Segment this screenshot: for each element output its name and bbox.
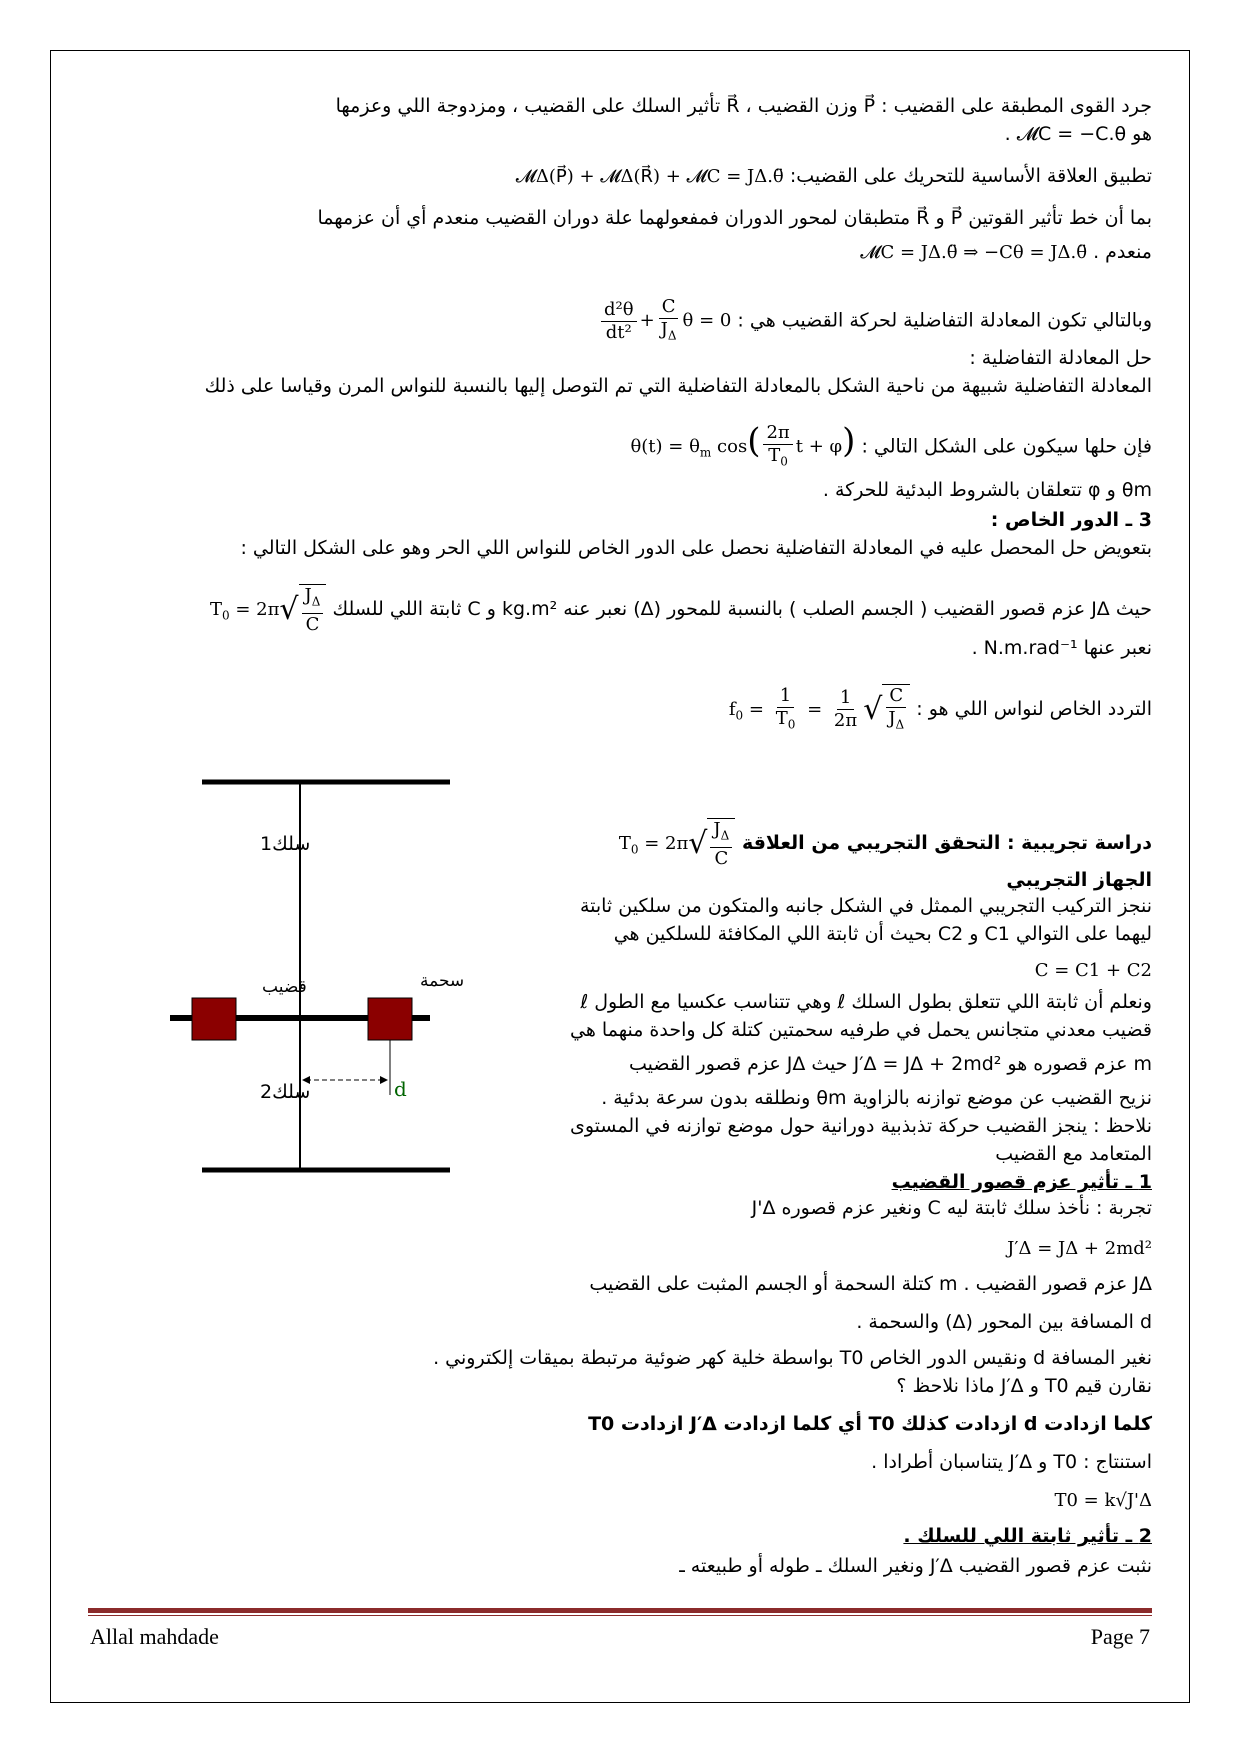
- text-line: JΔ عزم قصور القضيب . m كتلة السحمة أو الجسم المثبت على القضيب: [589, 1273, 1152, 1295]
- text-span: منعدم .: [1093, 241, 1152, 263]
- formula: C = C1 + C2: [1034, 960, 1152, 981]
- text-line: نعبر عنها N.m.rad⁻¹ .: [971, 637, 1152, 659]
- text-line: ونعلم أن ثابتة اللي تتعلق بطول السلك ℓ وهي تتناسب عكسيا مع الطول ℓ: [580, 991, 1152, 1013]
- solution-formula: $\theta(t) = \theta_m$ cos( $\frac{2\pi}{T_0}$ t + φ): [630, 421, 856, 469]
- text-line: بما أن خط تأثير القوتين P⃗ و R⃗ متطبقان لمحور الدوران فمفعولهما علة دوران القضيب منعدم أي أن عزمهما: [317, 207, 1152, 229]
- d-label: d: [394, 1077, 407, 1101]
- text-line: [210, 584, 1152, 636]
- text-line: [630, 422, 1152, 473]
- text-line: [860, 240, 1152, 265]
- text-line: ليهما على التوالي C1 و C2 بحيث أن ثابتة اللي المكافئة للسلكين هي: [613, 923, 1152, 945]
- text-line: بتعويض حل المحصل عليه في المعادلة التفاضلية نحصل على الدور الخاص للنواس اللي الحر وهو على الشكل التالي :: [240, 537, 1152, 559]
- section-heading: 3 ـ الدور الخاص :: [990, 509, 1152, 531]
- text-span: حيث JΔ عزم قصور القضيب ( الجسم الصلب ) بالنسبة للمحور (Δ) نعبر عنه kg.m² و C ثابتة اللي للسلك: [332, 597, 1152, 620]
- mass-right: [368, 998, 412, 1040]
- differential-equation: $\frac{\text{d²θ}}{\text{dt²}}$ + $\frac{C}{J_\Delta}$ θ = 0: [598, 310, 731, 331]
- text-line: [598, 296, 1152, 347]
- text-line: نثبت عزم قصور القضيب J′Δ ونغير السلك ـ طوله أو طبيعته ـ: [679, 1555, 1152, 1577]
- text-line: هو 𝓜C = −C.θ .: [1004, 123, 1152, 145]
- footer-page-number: Page 7: [1090, 1624, 1150, 1649]
- footer-rule: [88, 1608, 1152, 1613]
- torsion-pendulum-figure: [150, 760, 465, 1200]
- text-line: ننجز التركيب التجريبي الممثل في الشكل جانبه والمتكون من سلكين ثابتة: [579, 895, 1152, 917]
- wire1-label: سلك1: [260, 833, 311, 855]
- text-span: التردد الخاص لنواس اللي هو :: [916, 697, 1152, 720]
- text-line: نقارن قيم T0 و J′Δ ماذا نلاحظ ؟: [896, 1375, 1152, 1397]
- text-line: المتعامد مع القضيب: [995, 1143, 1152, 1165]
- formula: 𝓜C = JΔ.θ̈ ⇒ −Cθ = JΔ.θ̈: [860, 242, 1088, 263]
- text-line: جرد القوى المطبقة على القضيب : P⃗ وزن القضيب ، R⃗ تأثير السلك على القضيب ، ومزدوجة اللي وعزمها: [335, 95, 1152, 117]
- text-line: [729, 684, 1152, 736]
- text-line: حل المعادلة التفاضلية :: [969, 347, 1152, 369]
- period-formula: $T_0 = 2\pi√$ $\frac{J_\Delta}{C}$: [210, 599, 326, 620]
- footer-author: Allal mahdade: [90, 1624, 219, 1649]
- section-heading: 1 ـ تأثير عزم قصور القضيب: [891, 1171, 1152, 1193]
- text-line: [1054, 1488, 1152, 1513]
- text-line: [516, 164, 1152, 189]
- frequency-formula: $f_0$ = $\frac{1}{T_0}$ = $\frac{1}{2\pi}$ √ $\frac{C}{J_\Delta}$: [729, 699, 910, 720]
- period-formula: $T_0 = 2\pi√$ $\frac{J_\Delta}{C}$: [619, 833, 735, 854]
- text-line: نزيح القضيب عن موضع توازنه بالزاوية θm ونطلقه بدون سرعة بدئية .: [601, 1087, 1152, 1109]
- text-span: فإن حلها سيكون على الشكل التالي :: [861, 435, 1152, 458]
- text-span: دراسة تجريبية : التحقق التجريبي من العلاقة: [741, 831, 1152, 854]
- formula: 𝓜Δ(P⃗) + 𝓜Δ(R⃗) + 𝓜C = JΔ.θ̈: [515, 166, 784, 187]
- text-span: تطبيق العلاقة الأساسية للتحريك على القضيب:: [789, 165, 1152, 187]
- mass-label: سحمة: [420, 971, 465, 991]
- text-span: وبالتالي تكون المعادلة التفاضلية لحركة القضيب هي :: [737, 309, 1152, 332]
- section-heading: [619, 818, 1152, 870]
- footer-rule-thin: [88, 1615, 1152, 1616]
- text-line: θm و φ تتعلقان بالشروط البدئية للحركة .: [822, 479, 1152, 501]
- formula: T0 = k√J'Δ: [1054, 1490, 1152, 1511]
- text-line: نلاحظ : ينجز القضيب حركة تذبذبية دورانية حول موضع توازنه في المستوى: [569, 1115, 1152, 1137]
- conclusion-line: كلما ازدادت d ازدادت كذلك T0 أي كلما ازدادت J′Δ ازدادت T0: [588, 1413, 1152, 1435]
- rod-label: قضيب: [262, 977, 307, 997]
- text-line: d المسافة بين المحور (Δ) والسحمة .: [856, 1311, 1152, 1333]
- wire2-label: سلك2: [260, 1081, 311, 1103]
- text-line: [1007, 1236, 1152, 1261]
- arrow-head-right: [380, 1076, 388, 1084]
- text-line: m عزم قصوره هو J′Δ = JΔ + 2md² حيث JΔ عزم قصور القضيب: [628, 1053, 1152, 1075]
- text-line: نغير المسافة d ونقيس الدور الخاص T0 بواسطة خلية كهر ضوئية مرتبطة بميقات إلكتروني .: [433, 1347, 1152, 1369]
- text-line: قضيب معدني متجانس يحمل في طرفيه سحمتين كتلة كل واحدة منهما هي: [570, 1019, 1152, 1041]
- formula: J′Δ = JΔ + 2md²: [1007, 1238, 1152, 1259]
- section-heading: 2 ـ تأثير ثابتة اللي للسلك .: [903, 1525, 1152, 1547]
- text-line: المعادلة التفاضلية شبيهة من ناحية الشكل بالمعادلة التفاضلية التي تم التوصل إليها بالنسبة للنواس المرن وقياسا على ذلك: [204, 375, 1152, 397]
- section-heading: الجهاز التجريبي: [1006, 869, 1152, 891]
- text-line: [1035, 958, 1152, 983]
- text-line: استنتاج : T0 و J′Δ يتناسبان أطرادا .: [871, 1451, 1152, 1473]
- mass-left: [192, 998, 236, 1040]
- text-line: تجربة : نأخذ سلك ثابتة ليه C ونغير عزم قصوره J'Δ: [751, 1197, 1152, 1219]
